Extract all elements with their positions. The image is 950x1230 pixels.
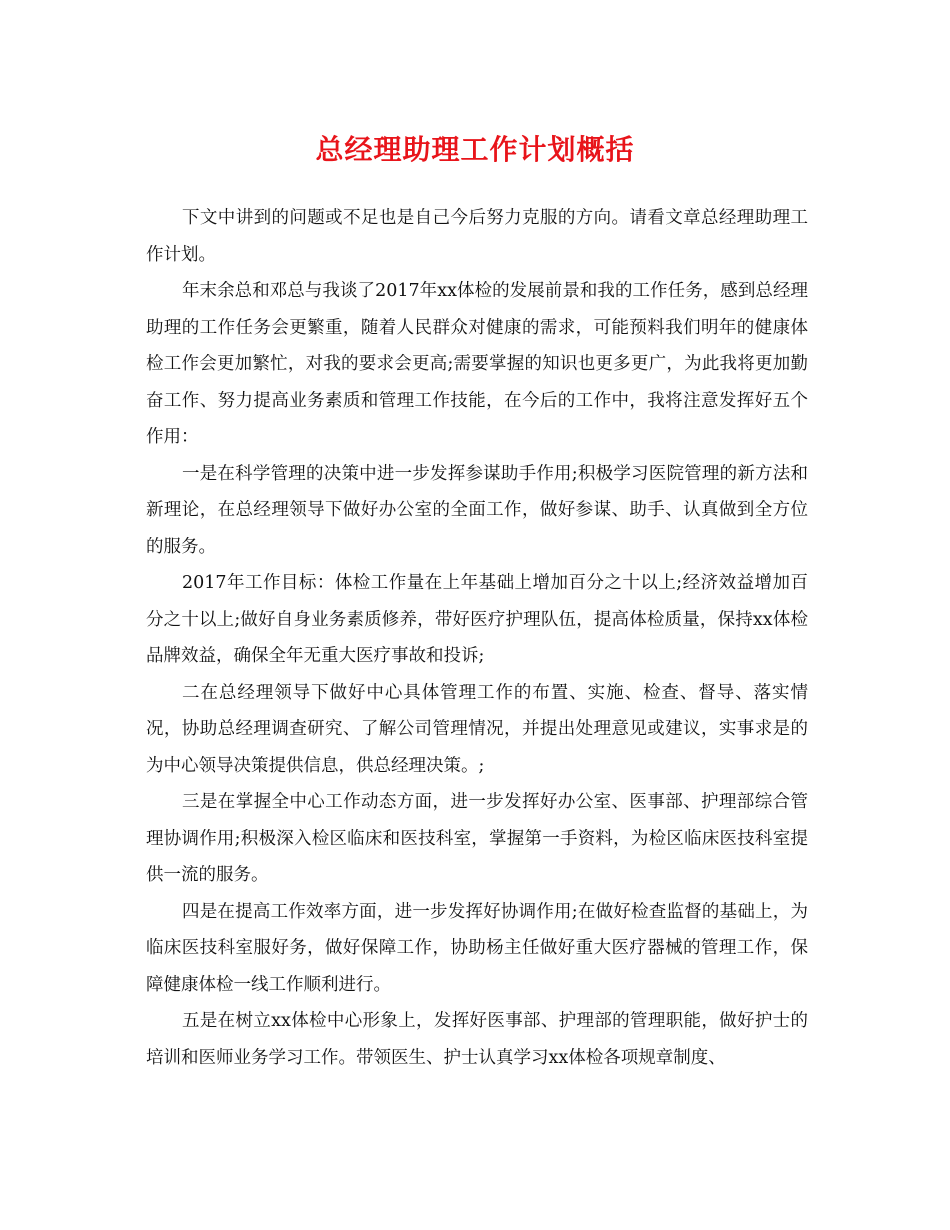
paragraph-background: 年末余总和邓总与我谈了2017年xx体检的发展前景和我的工作任务，感到总经理助理的工作任务会更繁重，随着人民群众对健康的需求，可能预料我们明年的健康体检工作会更加繁忙，对我的要求会更高;需要掌握的知识也更多更广，为此我将更加勤奋工作、努力提高业务素质和管理工作技能，在今后的工作中，我将注意发挥好五个作用：	[146, 281, 808, 447]
document-body	[146, 200, 808, 1076]
paragraph-intro: 下文中讲到的问题或不足也是自己今后努力克服的方向。请看文章总经理助理工作计划。	[146, 208, 808, 265]
paragraph-role-one: 一是在科学管理的决策中进一步发挥参谋助手作用;积极学习医院管理的新方法和新理论，在总经理领导下做好办公室的全面工作，做好参谋、助手、认真做到全方位的服务。	[146, 463, 808, 557]
paragraph-annual-goals: 2017年工作目标：体检工作量在上年基础上增加百分之十以上;经济效益增加百分之十以上;做好自身业务素质修养，带好医疗护理队伍，提高体检质量，保持xx体检品牌效益，确保全年无重大医疗事故和投诉;	[146, 573, 808, 666]
paragraph-role-two: 二在总经理领导下做好中心具体管理工作的布置、实施、检查、督导、落实情况，协助总经理调查研究、了解公司管理情况，并提出处理意见或建议，实事求是的为中心领导决策提供信息，供总经理决策。;	[146, 682, 808, 776]
document-title: 总经理助理工作计划概括	[315, 133, 635, 166]
paragraph-role-four: 四是在提高工作效率方面，进一步发挥好协调作用;在做好检查监督的基础上，为临床医技科室服好务，做好保障工作，协助杨主任做好重大医疗器械的管理工作，保障健康体检一线工作顺利进行。	[146, 901, 808, 995]
paragraph-role-three: 三是在掌握全中心工作动态方面，进一步发挥好办公室、医事部、护理部综合管理协调作用;积极深入检区临床和医技科室，掌握第一手资料，为检区临床医技科室提供一流的服务。	[146, 792, 808, 885]
paragraph-role-five: 五是在树立xx体检中心形象上，发挥好医事部、护理部的管理职能，做好护士的培训和医师业务学习工作。带领医生、护士认真学习xx体检各项规章制度、	[146, 1011, 808, 1068]
